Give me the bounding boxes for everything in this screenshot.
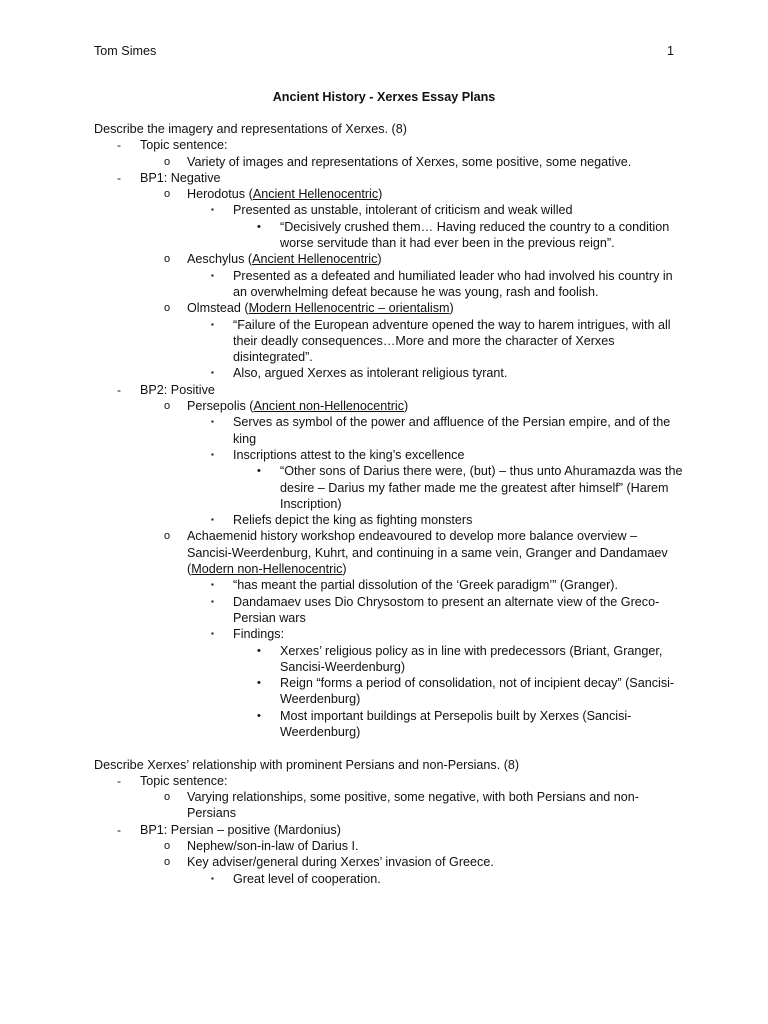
outline-item <box>94 251 684 267</box>
outline-item <box>94 398 684 414</box>
outline-item <box>94 528 684 577</box>
outline-item-text: Key adviser/general during Xerxes’ invasion of Greece. <box>187 855 494 870</box>
source-classification: Ancient Hellenocentric <box>252 187 379 202</box>
bullet-marker: ▪ <box>211 515 214 525</box>
bullet-marker: ▪ <box>211 368 214 378</box>
outline-item-text: Varying relationships, some positive, some negative, with both Persians and non-Persians <box>187 790 639 821</box>
outline-item-text-after: ) <box>377 252 382 267</box>
bullet-marker: o <box>164 856 171 869</box>
bullet-marker: - <box>117 822 121 837</box>
bullet-marker: • <box>257 220 261 233</box>
bullet-marker: ▪ <box>211 205 214 215</box>
header-author: Tom Simes <box>94 44 157 58</box>
outline-item <box>94 202 684 218</box>
bullet-marker: - <box>117 773 121 788</box>
outline-item <box>94 675 684 708</box>
outline-item-text: Topic sentence: <box>140 773 228 788</box>
bullet-marker: o <box>164 791 171 804</box>
document-body <box>94 121 684 887</box>
outline-item-text: Inscriptions attest to the king’s excellence <box>233 447 465 462</box>
outline-item-text: Aeschylus ( <box>187 252 253 267</box>
outline-item-text: Findings: <box>233 627 285 642</box>
outline-item <box>94 463 684 512</box>
bullet-marker: ▪ <box>211 629 214 639</box>
outline-item-text: Xerxes’ religious policy as in line with predecessors (Briant, Granger, Sancisi-Weerdenburg) <box>280 643 663 674</box>
outline-item <box>94 708 684 741</box>
source-classification: Modern non-Hellenocentric <box>191 562 343 577</box>
outline-item <box>94 414 684 447</box>
outline-item <box>94 447 684 463</box>
outline-item-text: “Other sons of Darius there were, (but) – thus unto Ahuramazda was the desire – Darius my father made me the greatest after himself” (Harem Inscription) <box>280 464 683 511</box>
bullet-marker: ▪ <box>211 449 214 459</box>
outline-item-text-after: ) <box>404 399 409 414</box>
bullet-marker: ▪ <box>211 873 214 883</box>
outline-item-text-after: ) <box>449 301 454 316</box>
bullet-marker: ▪ <box>211 596 214 606</box>
outline-item <box>94 854 684 870</box>
outline-item-text: Most important buildings at Persepolis built by Xerxes (Sancisi-Weerdenburg) <box>280 708 632 739</box>
outline-item-text: Herodotus ( <box>187 187 253 202</box>
outline-item-text: “has meant the partial dissolution of the ‘Greek paradigm’” (Granger). <box>233 578 618 593</box>
bullet-marker: o <box>164 840 171 853</box>
outline-item <box>94 838 684 854</box>
section-heading: Describe Xerxes’ relationship with prominent Persians and non-Persians. (8) <box>94 757 520 772</box>
outline-item <box>94 577 684 593</box>
outline-item-text: BP1: Persian – positive (Mardonius) <box>140 822 341 837</box>
outline-item <box>94 219 684 252</box>
outline-item <box>94 822 684 838</box>
bullet-marker: ▪ <box>211 580 214 590</box>
outline-item-text: Reliefs depict the king as fighting monsters <box>233 513 473 528</box>
outline-item-text: BP1: Negative <box>140 170 221 185</box>
bullet-marker: • <box>257 677 261 690</box>
source-classification: Ancient non-Hellenocentric <box>253 399 405 414</box>
bullet-marker: - <box>117 382 121 397</box>
outline-item <box>94 626 684 642</box>
outline-item <box>94 300 684 316</box>
outline-item <box>94 871 684 887</box>
bullet-marker: o <box>164 188 171 201</box>
outline-item-text: Achaemenid history workshop endeavoured to develop more balance overview – Sancisi-Weerdenburg, Kuhrt, and continuing in a same vein, Granger and Dandamaev ( <box>187 529 668 577</box>
outline-item-text: Dandamaev uses Dio Chrysostom to present an alternate view of the Greco-Persian wars <box>233 594 660 625</box>
source-classification: Modern Hellenocentric – orientalism <box>248 301 450 316</box>
outline-item-text: Also, argued Xerxes as intolerant religious tyrant. <box>233 366 508 381</box>
bullet-marker: o <box>164 253 171 266</box>
bullet-marker: o <box>164 302 171 315</box>
outline-item-text: “Decisively crushed them… Having reduced the country to a condition worse servitude than it had ever been in the previous reign”. <box>280 219 670 251</box>
outline-item <box>94 382 684 398</box>
bullet-marker: • <box>257 644 261 657</box>
outline-item <box>94 365 684 381</box>
outline-item <box>94 186 684 202</box>
outline-item-text: Serves as symbol of the power and affluence of the Persian empire, and of the king <box>233 415 671 446</box>
document-title: Ancient History - Xerxes Essay Plans <box>272 90 496 104</box>
bullet-marker: o <box>164 155 171 168</box>
outline-item-text: BP2: Positive <box>140 382 215 397</box>
bullet-marker: ▪ <box>211 270 214 280</box>
outline-item <box>94 317 684 366</box>
outline-item-text: Nephew/son-in-law of Darius I. <box>187 839 359 854</box>
outline-item-text: Topic sentence: <box>140 138 228 153</box>
source-classification: Ancient Hellenocentric <box>252 252 378 267</box>
outline-item-text: Olmstead ( <box>187 301 249 316</box>
outline-item <box>94 789 684 822</box>
outline-item-text: Persepolis ( <box>187 399 254 414</box>
bullet-marker: o <box>164 400 171 413</box>
bullet-marker: • <box>257 465 261 478</box>
bullet-marker: o <box>164 530 171 543</box>
bullet-marker: ▪ <box>211 319 214 329</box>
outline-item-text-after: ) <box>378 187 383 202</box>
outline-item-text: “Failure of the European adventure opened the way to harem intrigues, with all their deadly consequences…More and more the character of Xerxes disintegrated”. <box>233 317 671 365</box>
bullet-marker: - <box>117 138 121 153</box>
outline-item <box>94 773 684 789</box>
outline-item <box>94 643 684 676</box>
header-page-number: 1 <box>667 44 675 58</box>
outline-item <box>94 594 684 627</box>
bullet-marker: ▪ <box>211 417 214 427</box>
outline-item-text: Presented as unstable, intolerant of criticism and weak willed <box>233 203 573 218</box>
outline-item <box>94 512 684 528</box>
section-spacer <box>94 740 684 756</box>
outline-item-text: Great level of cooperation. <box>233 871 381 886</box>
outline-item-text: Presented as a defeated and humiliated leader who had involved his country in an overwhelming defeat because he was young, rash and foolish. <box>233 268 673 299</box>
outline-item-text: Variety of images and representations of Xerxes, some positive, some negative. <box>187 154 632 169</box>
outline-item-text: Reign “forms a period of consolidation, not of incipient decay” (Sancisi-Weerdenburg) <box>280 676 675 707</box>
outline-item <box>94 154 684 170</box>
outline-item <box>94 268 684 301</box>
outline-item <box>94 170 684 186</box>
bullet-marker: - <box>117 170 121 185</box>
outline-item-text-after: ) <box>342 562 347 577</box>
section-heading: Describe the imagery and representations of Xerxes. (8) <box>94 122 407 136</box>
outline-item <box>94 137 684 153</box>
bullet-marker: • <box>257 709 261 722</box>
